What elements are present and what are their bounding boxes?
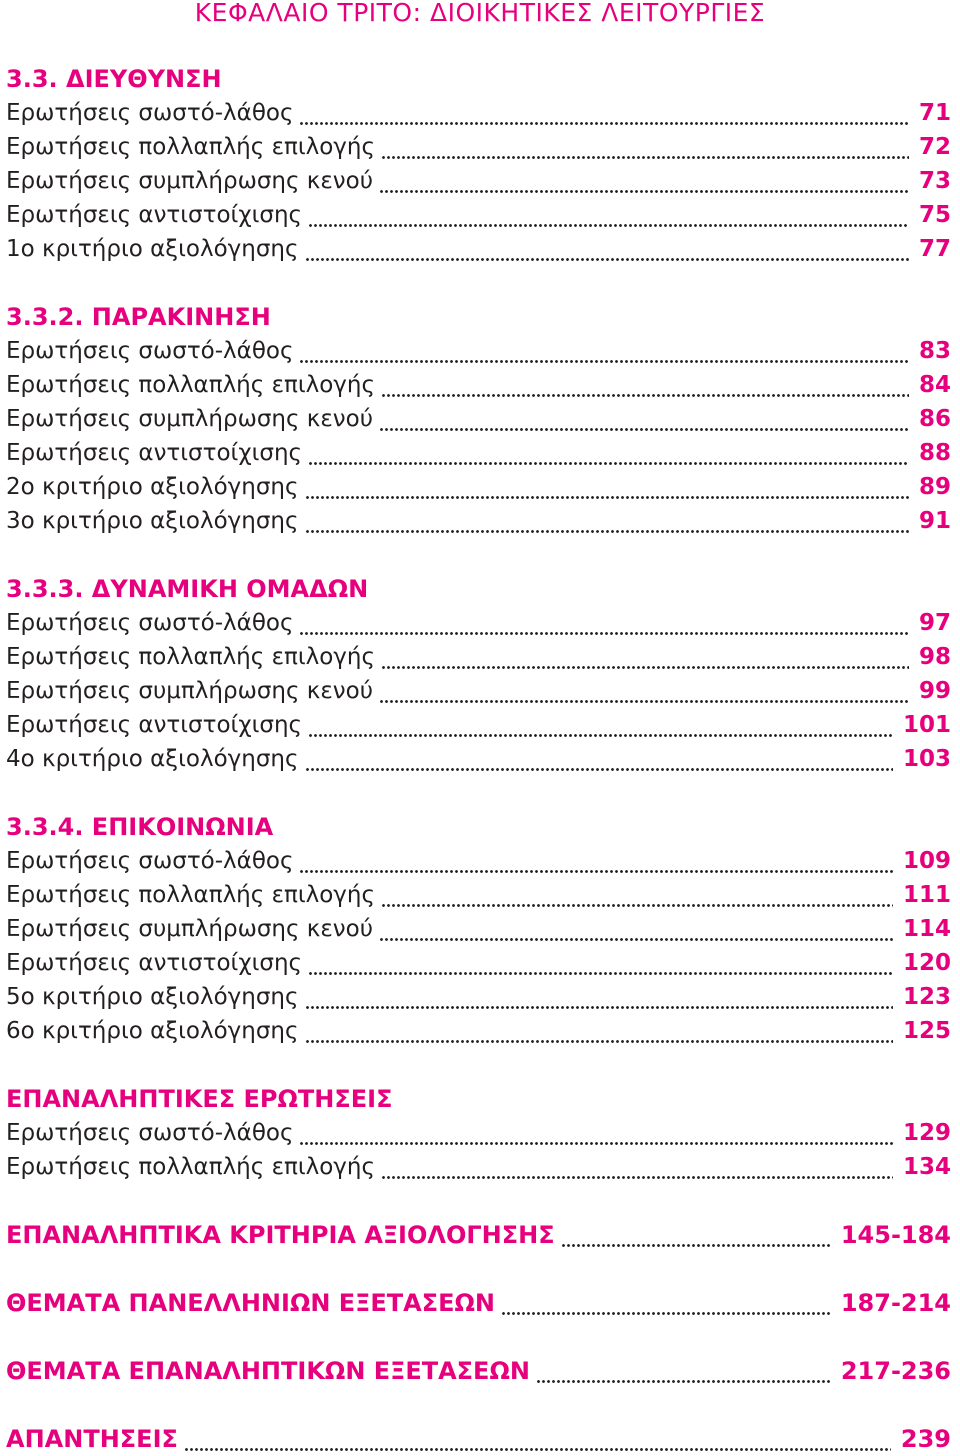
toc-entry-label: Ερωτήσεις αντιστοίχισης <box>6 712 303 738</box>
toc-entry[interactable] <box>6 1150 951 1184</box>
toc-entry[interactable] <box>6 878 951 912</box>
dot-leader <box>305 742 893 776</box>
dot-leader <box>379 674 909 708</box>
dot-leader <box>299 606 909 640</box>
toc-entry[interactable] <box>6 470 951 504</box>
section-heading: 3.3. ΔΙΕΥΘΥΝΣΗ <box>6 65 222 93</box>
dot-leader <box>305 232 909 266</box>
toc-entry-label: Ερωτήσεις αντιστοίχισης <box>6 202 303 228</box>
dot-leader <box>305 504 909 538</box>
toc-entry[interactable] <box>6 1014 951 1048</box>
toc-entry-label: 5ο κριτήριο αξιολόγησης <box>6 984 299 1010</box>
dot-leader <box>536 1354 831 1388</box>
toc-entry-label: Ερωτήσεις σωστό-λάθος <box>6 100 294 126</box>
toc-entry-label: Ερωτήσεις πολλαπλής επιλογής <box>6 882 375 908</box>
dot-leader <box>381 878 893 912</box>
toc-entry[interactable] <box>6 844 951 878</box>
dot-leader <box>501 1286 831 1320</box>
toc-major-entry[interactable] <box>6 1422 951 1456</box>
section-heading: 3.3.4. ΕΠΙΚΟΙΝΩΝΙΑ <box>6 813 274 841</box>
toc-entry[interactable] <box>6 742 951 776</box>
dot-leader <box>379 164 909 198</box>
toc-entry-label: Ερωτήσεις πολλαπλής επιλογής <box>6 644 375 670</box>
toc-entry-label: Ερωτήσεις πολλαπλής επιλογής <box>6 372 375 398</box>
toc-entry-page: 134 <box>902 1154 951 1180</box>
section-spacer <box>6 776 951 810</box>
dot-leader <box>299 1116 893 1150</box>
toc-entry[interactable] <box>6 674 951 708</box>
toc-entry-label: 2ο κριτήριο αξιολόγησης <box>6 474 299 500</box>
toc-entry[interactable] <box>6 946 951 980</box>
toc-entry[interactable] <box>6 436 951 470</box>
dot-leader <box>305 980 893 1014</box>
toc-entry-label: Ερωτήσεις σωστό-λάθος <box>6 1120 294 1146</box>
toc-entry-label: Ερωτήσεις πολλαπλής επιλογής <box>6 134 375 160</box>
toc-entry[interactable] <box>6 606 951 640</box>
toc-major-entry[interactable] <box>6 1286 951 1320</box>
toc-entry-label: Ερωτήσεις αντιστοίχισης <box>6 440 303 466</box>
toc-major-page: 187-214 <box>840 1289 951 1317</box>
dot-leader <box>381 1150 893 1184</box>
toc-entry-label: Ερωτήσεις αντιστοίχισης <box>6 950 303 976</box>
toc-entry[interactable] <box>6 198 951 232</box>
toc-major-label: ΘΕΜΑΤΑ ΠΑΝΕΛΛΗΝΙΩΝ ΕΞΕΤΑΣΕΩΝ <box>6 1289 495 1317</box>
toc-entry-label: 6ο κριτήριο αξιολόγησης <box>6 1018 299 1044</box>
toc-entry-page: 120 <box>902 950 951 976</box>
section-heading: 3.3.2. ΠΑΡΑΚΙΝΗΣΗ <box>6 303 271 331</box>
toc-entry[interactable] <box>6 232 951 266</box>
section-spacer <box>6 1184 951 1218</box>
dot-leader <box>308 436 909 470</box>
dot-leader <box>184 1422 891 1456</box>
toc-entry-page: 71 <box>918 100 951 126</box>
dot-leader <box>381 130 909 164</box>
toc-entry-label: 4ο κριτήριο αξιολόγησης <box>6 746 299 772</box>
dot-leader <box>305 1014 893 1048</box>
toc-entry-page: 101 <box>902 712 951 738</box>
table-of-contents <box>6 62 951 1456</box>
toc-entry-label: Ερωτήσεις σωστό-λάθος <box>6 338 294 364</box>
dot-leader <box>299 334 909 368</box>
dot-leader <box>308 946 893 980</box>
toc-entry-page: 114 <box>902 916 951 942</box>
toc-entry-page: 109 <box>902 848 951 874</box>
toc-entry-page: 86 <box>918 406 951 432</box>
toc-entry-page: 125 <box>902 1018 951 1044</box>
toc-major-page: 145-184 <box>840 1221 951 1249</box>
toc-entry[interactable] <box>6 640 951 674</box>
toc-entry[interactable] <box>6 980 951 1014</box>
section-spacer <box>6 1388 951 1422</box>
section-spacer <box>6 1048 951 1082</box>
dot-leader <box>299 844 893 878</box>
toc-entry-page: 89 <box>918 474 951 500</box>
toc-entry-page: 111 <box>902 882 951 908</box>
toc-entry-page: 97 <box>918 610 951 636</box>
toc-entry-page: 129 <box>902 1120 951 1146</box>
section-spacer <box>6 538 951 572</box>
toc-entry-label: Ερωτήσεις σωστό-λάθος <box>6 848 294 874</box>
toc-entry-page: 77 <box>918 236 951 262</box>
dot-leader <box>379 402 909 436</box>
toc-entry-label: 1ο κριτήριο αξιολόγησης <box>6 236 299 262</box>
section-heading: 3.3.3. ΔΥΝΑΜΙΚΗ ΟΜΑΔΩΝ <box>6 575 369 603</box>
toc-entry-label: 3ο κριτήριο αξιολόγησης <box>6 508 299 534</box>
dot-leader <box>561 1218 831 1252</box>
toc-major-entry[interactable] <box>6 1218 951 1252</box>
toc-entry-label: Ερωτήσεις σωστό-λάθος <box>6 610 294 636</box>
dot-leader <box>381 640 909 674</box>
toc-major-page: 239 <box>900 1425 951 1453</box>
toc-entry[interactable] <box>6 130 951 164</box>
section-spacer <box>6 1320 951 1354</box>
toc-entry-label: Ερωτήσεις συμπλήρωσης κενού <box>6 916 374 942</box>
section-spacer <box>6 1252 951 1286</box>
toc-entry[interactable] <box>6 708 951 742</box>
toc-entry[interactable] <box>6 368 951 402</box>
toc-entry-label: Ερωτήσεις συμπλήρωσης κενού <box>6 168 374 194</box>
dot-leader <box>379 912 893 946</box>
toc-major-page: 217-236 <box>840 1357 951 1385</box>
toc-entry[interactable] <box>6 402 951 436</box>
toc-entry[interactable] <box>6 96 951 130</box>
dot-leader <box>299 96 909 130</box>
toc-entry-label: Ερωτήσεις συμπλήρωσης κενού <box>6 406 374 432</box>
toc-major-label: ΕΠΑΝΑΛΗΠΤΙΚΑ ΚΡΙΤΗΡΙΑ ΑΞΙΟΛΟΓΗΣΗΣ <box>6 1221 555 1249</box>
dot-leader <box>305 470 909 504</box>
toc-entry-page: 98 <box>918 644 951 670</box>
toc-major-label: ΘΕΜΑΤΑ ΕΠΑΝΑΛΗΠΤΙΚΩΝ ΕΞΕΤΑΣΕΩΝ <box>6 1357 530 1385</box>
toc-entry-page: 91 <box>918 508 951 534</box>
toc-entry-page: 83 <box>918 338 951 364</box>
chapter-title: ΚΕΦΑΛΑΙΟ ΤΡΙΤΟ: ΔΙΟΙΚΗΤΙΚΕΣ ΛΕΙΤΟΥΡΓΙΕΣ <box>194 0 766 27</box>
section-heading: ΕΠΑΝΑΛΗΠΤΙΚΕΣ ΕΡΩΤΗΣΕΙΣ <box>6 1085 393 1113</box>
toc-entry-page: 72 <box>918 134 951 160</box>
dot-leader <box>308 708 893 742</box>
toc-entry-page: 73 <box>918 168 951 194</box>
toc-entry-page: 88 <box>918 440 951 466</box>
toc-entry-label: Ερωτήσεις πολλαπλής επιλογής <box>6 1154 375 1180</box>
toc-entry[interactable] <box>6 334 951 368</box>
toc-entry[interactable] <box>6 912 951 946</box>
dot-leader <box>308 198 909 232</box>
toc-entry-page: 103 <box>902 746 951 772</box>
dot-leader <box>381 368 909 402</box>
toc-entry-page: 99 <box>918 678 951 704</box>
toc-entry-page: 123 <box>902 984 951 1010</box>
toc-entry[interactable] <box>6 1116 951 1150</box>
toc-entry-label: Ερωτήσεις συμπλήρωσης κενού <box>6 678 374 704</box>
toc-entry-page: 75 <box>918 202 951 228</box>
toc-entry-page: 84 <box>918 372 951 398</box>
toc-entry[interactable] <box>6 164 951 198</box>
toc-major-label: ΑΠΑΝΤΗΣΕΙΣ <box>6 1425 178 1453</box>
section-spacer <box>6 266 951 300</box>
toc-entry[interactable] <box>6 504 951 538</box>
toc-major-entry[interactable] <box>6 1354 951 1388</box>
